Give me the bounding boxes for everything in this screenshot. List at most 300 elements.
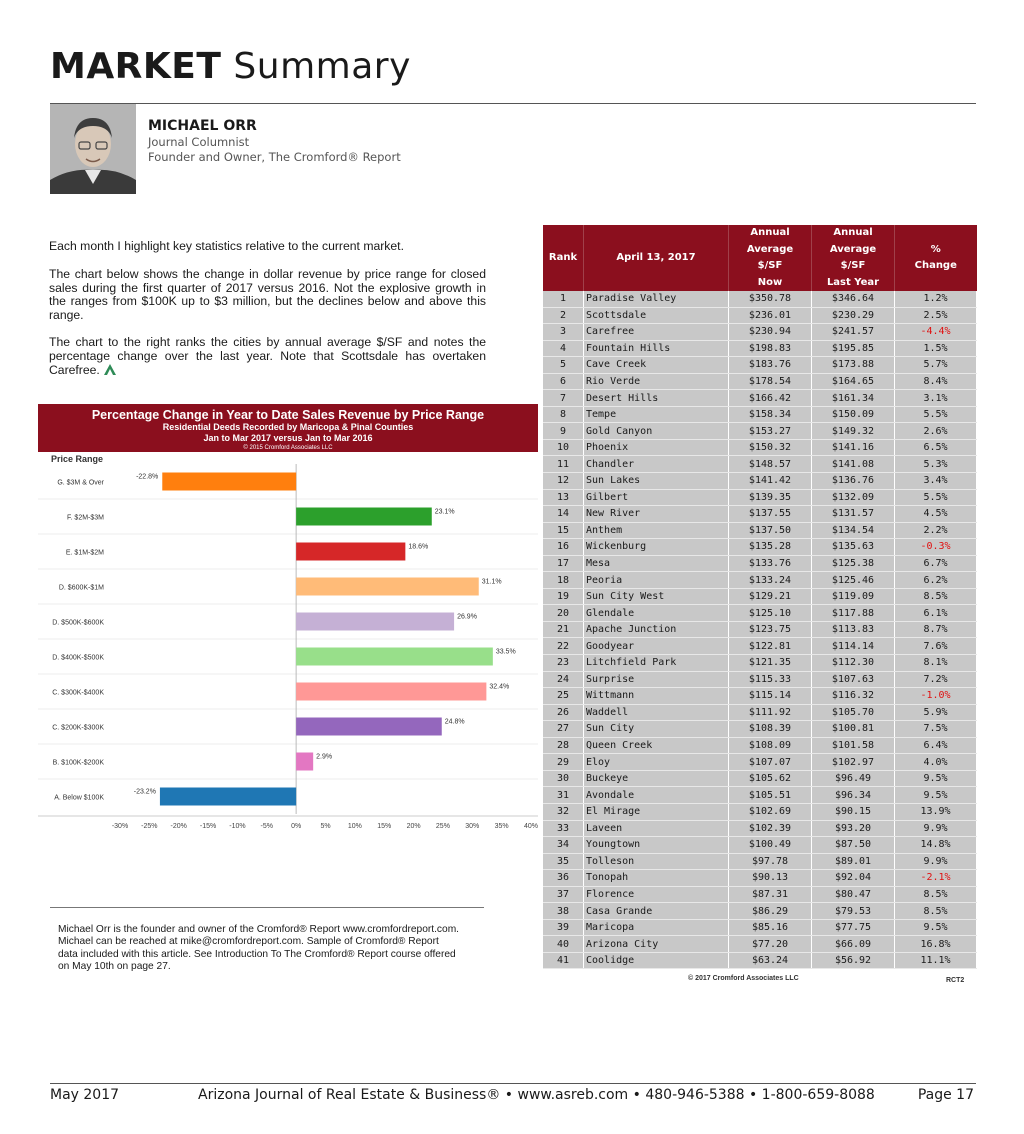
cell-change: -1.0% — [895, 688, 977, 705]
page-title — [50, 46, 411, 87]
title-light: Summary — [233, 46, 411, 87]
cell-change: 5.7% — [895, 357, 977, 374]
data-label: 23.1% — [434, 508, 455, 516]
header-now-line: $/SF — [757, 260, 783, 271]
cell-rank: 29 — [543, 754, 584, 771]
data-label: 26.9% — [457, 613, 477, 621]
table-copyright: © 2017 Cromford Associates LLC — [688, 975, 799, 982]
table-row — [543, 473, 977, 490]
cell-last: $96.49 — [812, 770, 895, 787]
article-paragraph-1: Each month I highlight key statistics relative to the current market. — [49, 239, 404, 253]
cell-now: $158.34 — [729, 406, 812, 423]
cell-now: $150.32 — [729, 439, 812, 456]
cell-city: Rio Verde — [584, 373, 729, 390]
bar — [162, 473, 296, 491]
cell-rank: 26 — [543, 704, 584, 721]
cell-last: $135.63 — [812, 539, 895, 556]
cell-change: 5.3% — [895, 456, 977, 473]
cell-change: 7.6% — [895, 638, 977, 655]
header-now-line: Now — [757, 276, 783, 288]
author-name: MICHAEL ORR — [148, 118, 257, 134]
cell-change: 8.7% — [895, 621, 977, 638]
cell-rank: 33 — [543, 820, 584, 837]
cell-rank: 18 — [543, 572, 584, 589]
cell-city: El Mirage — [584, 803, 729, 820]
x-tick-label: -10% — [229, 823, 246, 830]
x-tick-label: 35% — [494, 823, 509, 830]
cell-last: $346.64 — [812, 291, 895, 307]
cell-change: 1.2% — [895, 291, 977, 307]
cell-last: $119.09 — [812, 588, 895, 605]
cell-city: Paradise Valley — [584, 291, 729, 307]
cell-city: Waddell — [584, 704, 729, 721]
table-row — [543, 456, 977, 473]
cell-change: 1.5% — [895, 340, 977, 357]
cell-change: 9.9% — [895, 820, 977, 837]
footer-divider — [50, 1083, 976, 1084]
cell-last: $90.15 — [812, 803, 895, 820]
table-row — [543, 324, 977, 341]
cell-change: 9.5% — [895, 787, 977, 804]
table-row — [543, 721, 977, 738]
title-bold: MARKET — [50, 46, 222, 87]
header-now-line: Average — [746, 243, 794, 255]
table-row — [543, 936, 977, 953]
author-bio: Michael Orr is the founder and owner of the Cromford® Report www.cromfordreport.com. Michael can be reached at mike@cromfordreport.com. Sample of Cromford® Report data included with this article. See Introduction To The Cromford® Report course offered on May 10th on page 27. — [58, 924, 460, 973]
cell-city: Tempe — [584, 406, 729, 423]
cell-now: $123.75 — [729, 621, 812, 638]
cell-change: -0.3% — [895, 539, 977, 556]
cell-change: 6.5% — [895, 439, 977, 456]
cell-now: $178.54 — [729, 373, 812, 390]
cell-city: Eloy — [584, 754, 729, 771]
cell-last: $134.54 — [812, 522, 895, 539]
table-row — [543, 903, 977, 920]
table-code: RCT2 — [946, 977, 965, 984]
cell-now: $121.35 — [729, 655, 812, 672]
chart-background — [38, 452, 538, 822]
cell-city: Maricopa — [584, 919, 729, 936]
category-label: D. $500K-$600K — [52, 619, 104, 627]
cell-rank: 14 — [543, 506, 584, 523]
cell-change: 9.5% — [895, 770, 977, 787]
cell-rank: 1 — [543, 291, 584, 307]
cell-change: 2.6% — [895, 423, 977, 440]
x-tick-label: 20% — [406, 823, 421, 830]
cell-now: $102.69 — [729, 803, 812, 820]
article-paragraph-2: The chart below shows the change in dollar revenue by price range for closed sales during the first quarter of 2017 versus 2016. Not the explosive growth in the ranges from $100K up to $3 million, but the declines below and above this range. — [49, 267, 486, 322]
x-tick-label: -15% — [199, 823, 217, 830]
cell-now: $129.21 — [729, 588, 812, 605]
cell-now: $135.28 — [729, 539, 812, 556]
cell-now: $85.16 — [729, 919, 812, 936]
cell-last: $149.32 — [812, 423, 895, 440]
cell-city: Sun City — [584, 721, 729, 738]
cell-now: $141.42 — [729, 473, 812, 490]
table-row — [543, 555, 977, 572]
cell-change: 2.5% — [895, 307, 977, 324]
table-body — [543, 291, 977, 969]
author-title: Founder and Owner, The Cromford® Report — [148, 150, 401, 164]
table-row — [543, 539, 977, 556]
cromford-logo-icon — [103, 363, 117, 376]
cell-now: $108.09 — [729, 737, 812, 754]
cell-now: $107.07 — [729, 754, 812, 771]
cell-change: 4.0% — [895, 754, 977, 771]
bar — [160, 788, 296, 806]
cell-change: 6.7% — [895, 555, 977, 572]
cell-city: Tonopah — [584, 870, 729, 887]
data-label: 24.8% — [444, 718, 465, 726]
cell-now: $105.51 — [729, 787, 812, 804]
cell-now: $115.33 — [729, 671, 812, 688]
table-row — [543, 506, 977, 523]
cell-rank: 5 — [543, 357, 584, 374]
cell-last: $164.65 — [812, 373, 895, 390]
cell-last: $101.58 — [812, 737, 895, 754]
header-now-line: Annual — [750, 227, 790, 238]
table-row — [543, 754, 977, 771]
cell-change: 6.2% — [895, 572, 977, 589]
cell-now: $133.76 — [729, 555, 812, 572]
cell-city: Casa Grande — [584, 903, 729, 920]
cell-rank: 37 — [543, 886, 584, 903]
cell-last: $141.08 — [812, 456, 895, 473]
author-role: Journal Columnist — [148, 135, 250, 149]
cell-rank: 15 — [543, 522, 584, 539]
cell-change: 8.5% — [895, 903, 977, 920]
cell-change: 8.5% — [895, 886, 977, 903]
table-row — [543, 406, 977, 423]
table-row — [543, 870, 977, 887]
table-row — [543, 373, 977, 390]
cell-rank: 40 — [543, 936, 584, 953]
table-row — [543, 638, 977, 655]
cell-now: $108.39 — [729, 721, 812, 738]
header-rank: Rank — [543, 225, 584, 291]
table-row — [543, 605, 977, 622]
cell-now: $153.27 — [729, 423, 812, 440]
x-tick-label: 15% — [377, 823, 392, 830]
cell-change: 7.5% — [895, 721, 977, 738]
table-row — [543, 655, 977, 672]
cell-last: $92.04 — [812, 870, 895, 887]
cell-change: 8.1% — [895, 655, 977, 672]
cell-now: $137.50 — [729, 522, 812, 539]
cell-now: $97.78 — [729, 853, 812, 870]
cell-city: Tolleson — [584, 853, 729, 870]
header-last-line: $/SF — [840, 260, 866, 271]
cell-last: $87.50 — [812, 837, 895, 854]
cell-last: $125.38 — [812, 555, 895, 572]
cell-now: $230.94 — [729, 324, 812, 341]
cell-now: $139.35 — [729, 489, 812, 506]
category-label: E. $1M-$2M — [65, 549, 104, 557]
cell-change: 3.1% — [895, 390, 977, 407]
cell-now: $86.29 — [729, 903, 812, 920]
cell-last: $96.34 — [812, 787, 895, 804]
cell-change: 16.8% — [895, 936, 977, 953]
cell-last: $173.88 — [812, 357, 895, 374]
header-change — [895, 225, 977, 291]
header-last-line: Last Year — [826, 276, 880, 288]
x-tick-label: -20% — [170, 823, 187, 830]
cell-rank: 30 — [543, 770, 584, 787]
cell-last: $161.34 — [812, 390, 895, 407]
category-label: A. Below $100K — [54, 794, 104, 802]
cell-rank: 6 — [543, 373, 584, 390]
cell-rank: 24 — [543, 671, 584, 688]
cell-now: $166.42 — [729, 390, 812, 407]
table-row — [543, 688, 977, 705]
category-label: B. $100K-$200K — [52, 759, 104, 767]
cell-now: $87.31 — [729, 886, 812, 903]
cell-change: 2.2% — [895, 522, 977, 539]
bar — [296, 508, 432, 526]
cell-city: Fountain Hills — [584, 340, 729, 357]
cell-last: $79.53 — [812, 903, 895, 920]
cell-last: $141.16 — [812, 439, 895, 456]
header-last-line: Average — [829, 243, 877, 255]
data-label: -22.8% — [136, 473, 159, 481]
chart-subtitle-2: Jan to Mar 2017 versus Jan to Mar 2016 — [203, 433, 373, 443]
cell-now: $198.83 — [729, 340, 812, 357]
cell-rank: 25 — [543, 688, 584, 705]
cell-now: $236.01 — [729, 307, 812, 324]
category-label: D. $400K-$500K — [52, 654, 104, 662]
cell-city: Gilbert — [584, 489, 729, 506]
chart-copyright: © 2015 Cromford Associates LLC — [243, 445, 333, 451]
cell-last: $131.57 — [812, 506, 895, 523]
cell-last: $230.29 — [812, 307, 895, 324]
cell-now: $63.24 — [729, 952, 812, 969]
cell-city: Coolidge — [584, 952, 729, 969]
table-row — [543, 770, 977, 787]
x-tick-label: 0% — [291, 823, 302, 830]
cell-city: Mesa — [584, 555, 729, 572]
cell-change: 14.8% — [895, 837, 977, 854]
category-label: C. $200K-$300K — [52, 724, 104, 732]
bar — [296, 543, 405, 561]
chart-subtitle-1: Residential Deeds Recorded by Maricopa & Pinal Counties — [162, 422, 414, 432]
chart-title: Percentage Change in Year to Date Sales Revenue by Price Range — [91, 408, 485, 422]
cell-now: $90.13 — [729, 870, 812, 887]
chart-y-label: Price Range — [51, 454, 104, 464]
cell-now: $125.10 — [729, 605, 812, 622]
table-row — [543, 572, 977, 589]
cell-change: 8.4% — [895, 373, 977, 390]
table-row — [543, 489, 977, 506]
cell-rank: 41 — [543, 952, 584, 969]
cell-rank: 38 — [543, 903, 584, 920]
table-row — [543, 919, 977, 936]
table-row — [543, 787, 977, 804]
cell-rank: 22 — [543, 638, 584, 655]
cell-rank: 13 — [543, 489, 584, 506]
cell-last: $113.83 — [812, 621, 895, 638]
table-row — [543, 704, 977, 721]
cell-rank: 16 — [543, 539, 584, 556]
data-label: -23.2% — [133, 788, 156, 796]
article-paragraph-3 — [49, 336, 486, 378]
cell-last: $80.47 — [812, 886, 895, 903]
table-header-row — [543, 225, 977, 291]
cell-city: Carefree — [584, 324, 729, 341]
cell-last: $93.20 — [812, 820, 895, 837]
cell-change: 8.5% — [895, 588, 977, 605]
cell-change: -2.1% — [895, 870, 977, 887]
header-last-line: Annual — [833, 227, 873, 238]
cell-change: 11.1% — [895, 952, 977, 969]
cell-last: $117.88 — [812, 605, 895, 622]
cell-city: Goodyear — [584, 638, 729, 655]
category-label: F. $2M-$3M — [67, 514, 104, 522]
cell-now: $137.55 — [729, 506, 812, 523]
table-row — [543, 291, 977, 307]
bar — [296, 648, 493, 666]
cell-change: 7.2% — [895, 671, 977, 688]
x-tick-label: 10% — [347, 823, 362, 830]
x-tick-label: -30% — [111, 823, 129, 830]
cell-change: 9.9% — [895, 853, 977, 870]
cell-rank: 36 — [543, 870, 584, 887]
cell-rank: 10 — [543, 439, 584, 456]
cell-now: $133.24 — [729, 572, 812, 589]
city-ranking-table — [543, 225, 977, 969]
cell-now: $111.92 — [729, 704, 812, 721]
cell-city: Buckeye — [584, 770, 729, 787]
table-row — [543, 853, 977, 870]
table-row — [543, 522, 977, 539]
cell-last: $89.01 — [812, 853, 895, 870]
cell-change: 6.4% — [895, 737, 977, 754]
cell-change: 5.5% — [895, 406, 977, 423]
cell-change: -4.4% — [895, 324, 977, 341]
cell-last: $195.85 — [812, 340, 895, 357]
cell-last: $77.75 — [812, 919, 895, 936]
cell-now: $148.57 — [729, 456, 812, 473]
table-row — [543, 820, 977, 837]
x-tick-label: -5% — [260, 823, 274, 830]
cell-city: Wittmann — [584, 688, 729, 705]
footer-date: May 2017 — [50, 1087, 120, 1103]
cell-rank: 27 — [543, 721, 584, 738]
x-tick-label: -25% — [141, 823, 158, 830]
x-tick-label: 30% — [465, 823, 480, 830]
bar — [296, 753, 313, 771]
cell-rank: 32 — [543, 803, 584, 820]
author-photo — [50, 104, 136, 194]
cell-rank: 17 — [543, 555, 584, 572]
revenue-chart — [38, 452, 538, 832]
cell-city: Sun Lakes — [584, 473, 729, 490]
category-label: G. $3M & Over — [57, 479, 104, 487]
cell-now: $115.14 — [729, 688, 812, 705]
cell-now: $183.76 — [729, 357, 812, 374]
cell-city: Apache Junction — [584, 621, 729, 638]
table-row — [543, 588, 977, 605]
cell-rank: 12 — [543, 473, 584, 490]
cell-city: Sun City West — [584, 588, 729, 605]
top-divider — [50, 103, 976, 104]
cell-city: Queen Creek — [584, 737, 729, 754]
cell-last: $114.14 — [812, 638, 895, 655]
cell-city: Gold Canyon — [584, 423, 729, 440]
bio-divider — [50, 907, 484, 908]
cell-rank: 2 — [543, 307, 584, 324]
cell-now: $105.62 — [729, 770, 812, 787]
cell-last: $100.81 — [812, 721, 895, 738]
cell-change: 3.4% — [895, 473, 977, 490]
table-row — [543, 423, 977, 440]
table-row — [543, 390, 977, 407]
cell-city: Scottsdale — [584, 307, 729, 324]
data-label: 32.4% — [489, 683, 510, 691]
cell-last: $107.63 — [812, 671, 895, 688]
x-tick-label: 5% — [320, 823, 331, 830]
bar — [296, 613, 454, 631]
table-row — [543, 439, 977, 456]
table-row — [543, 952, 977, 969]
cell-last: $136.76 — [812, 473, 895, 490]
bar — [296, 683, 486, 701]
category-label: D. $600K-$1M — [58, 584, 104, 592]
header-change-line: Change — [914, 260, 957, 271]
cell-last: $241.57 — [812, 324, 895, 341]
cell-rank: 28 — [543, 737, 584, 754]
cell-city: Litchfield Park — [584, 655, 729, 672]
cell-change: 4.5% — [895, 506, 977, 523]
table-row — [543, 340, 977, 357]
header-now — [729, 225, 812, 291]
footer-publication: Arizona Journal of Real Estate & Business® • www.asreb.com • 480-946-5388 • 1-800-659-8088 — [198, 1087, 875, 1103]
article-paragraph-3-text: The chart to the right ranks the cities by annual average $/SF and notes the percentage change over the last year. Note that Scottsdale has overtaken Carefree. — [49, 335, 486, 378]
cell-rank: 8 — [543, 406, 584, 423]
cell-rank: 39 — [543, 919, 584, 936]
cell-city: Phoenix — [584, 439, 729, 456]
cell-rank: 7 — [543, 390, 584, 407]
cell-city: Cave Creek — [584, 357, 729, 374]
cell-last: $150.09 — [812, 406, 895, 423]
bar — [296, 718, 442, 736]
cell-rank: 3 — [543, 324, 584, 341]
cell-city: Florence — [584, 886, 729, 903]
cell-last: $112.30 — [812, 655, 895, 672]
table-row — [543, 621, 977, 638]
cell-last: $102.97 — [812, 754, 895, 771]
cell-city: Surprise — [584, 671, 729, 688]
table-row — [543, 357, 977, 374]
cell-now: $350.78 — [729, 291, 812, 307]
cell-now: $77.20 — [729, 936, 812, 953]
x-tick-label: 25% — [435, 823, 450, 830]
cell-now: $122.81 — [729, 638, 812, 655]
cell-last: $105.70 — [812, 704, 895, 721]
table-row — [543, 886, 977, 903]
cell-city: Avondale — [584, 787, 729, 804]
cell-rank: 11 — [543, 456, 584, 473]
cell-change: 6.1% — [895, 605, 977, 622]
cell-now: $102.39 — [729, 820, 812, 837]
data-label: 33.5% — [495, 648, 516, 656]
cell-last: $56.92 — [812, 952, 895, 969]
cell-now: $100.49 — [729, 837, 812, 854]
table-row — [543, 737, 977, 754]
cell-change: 5.9% — [895, 704, 977, 721]
cell-city: Youngtown — [584, 837, 729, 854]
cell-city: Glendale — [584, 605, 729, 622]
cell-city: Wickenburg — [584, 539, 729, 556]
